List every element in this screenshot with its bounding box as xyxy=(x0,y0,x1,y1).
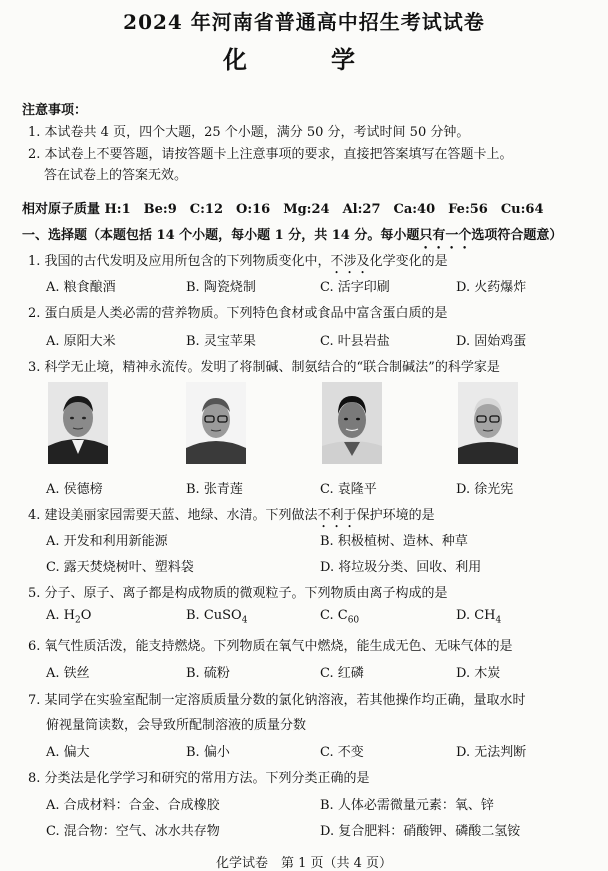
q4-option-d: D. 将垃圾分类、回收、利用 xyxy=(320,560,482,575)
q6-option-d: D. 木炭 xyxy=(456,666,501,681)
q4-option-b: B. 积极植树、造林、种草 xyxy=(320,534,468,549)
question-6: 6. 氧气性质活泼，能支持燃烧。下列物质在氧气中燃烧，能生成无色、无味气体的是 xyxy=(28,639,513,654)
q2-option-a: A. 原阳大米 xyxy=(46,334,116,349)
q8-option-c: C. 混合物：空气、冰水共存物 xyxy=(46,824,220,839)
question-1: 1. 我国的古代发明及应用所包含的下列物质变化中，不涉及化学变化的是 xyxy=(28,254,448,269)
q1-option-b: B. 陶瓷烧制 xyxy=(186,280,256,295)
q3-option-c: C. 袁隆平 xyxy=(320,482,377,497)
question-5: 5. 分子、原子、离子都是构成物质的微观粒子。下列物质由离子构成的是 xyxy=(28,586,448,601)
portrait-zhang-qinglian xyxy=(186,382,246,464)
notes-item-2-cont: 答在试卷上的答案无效。 xyxy=(44,168,188,183)
question-4: 4. 建设美丽家园需要天蓝、地绿、水清。下列做法不利于保护环境的是 xyxy=(28,508,435,523)
q6-option-b: B. 硫粉 xyxy=(186,666,230,681)
notes-item-1: 1. 本试卷共 4 页，四个大题，25 个小题，满分 50 分，考试时间 50 分钟。 xyxy=(28,125,470,140)
section-heading: 一、选择题（本题包括 14 个小题，每小题 1 分，共 14 分。每小题只有一个选项符合题意） xyxy=(22,228,563,243)
q2-option-b: B. 灵宝苹果 xyxy=(186,334,256,349)
notes-item-2: 2. 本试卷上不要答题，请按答题卡上注意事项的要求，直接把答案填写在答题卡上。 xyxy=(28,147,513,162)
exam-title: 2024 年河南省普通高中招生考试试卷 xyxy=(123,10,485,34)
q1-option-d: D. 火药爆炸 xyxy=(456,280,527,295)
q1-option-c: C. 活字印刷 xyxy=(320,280,390,295)
q5-option-c: C. $C_{60}$ xyxy=(320,608,360,626)
portrait-xu-guangxian xyxy=(458,382,518,464)
q3-option-b: B. 张青莲 xyxy=(186,482,243,497)
q6-option-a: A. 铁丝 xyxy=(46,666,90,681)
q5-option-a: A. $H_2O$ xyxy=(46,608,92,626)
page-footer: 化学试卷 第 1 页（共 4 页） xyxy=(215,856,393,871)
question-7-cont: 俯视量筒读数，会导致所配制溶液的质量分数 xyxy=(46,718,307,733)
q8-option-b: B. 人体必需微量元素：氧、锌 xyxy=(320,798,494,813)
portrait-hou-debang xyxy=(48,382,108,464)
q6-option-c: C. 红磷 xyxy=(320,666,364,681)
question-2: 2. 蛋白质是人类必需的营养物质。下列特色食材或食品中富含蛋白质的是 xyxy=(28,306,448,321)
question-7: 7. 某同学在实验室配制一定溶质质量分数的氯化钠溶液，若其他操作均正确，量取水时 xyxy=(28,693,526,708)
q4-option-a: A. 开发和利用新能源 xyxy=(46,534,168,549)
q7-option-a: A. 偏大 xyxy=(46,745,90,760)
atomic-masses: 相对原子质量 H:1 Be:9 C:12 O:16 Mg:24 Al:27 Ca:40 Fe:56 Cu:64 xyxy=(22,202,544,217)
q2-option-d: D. 固始鸡蛋 xyxy=(456,334,527,349)
q3-option-a: A. 侯德榜 xyxy=(46,482,103,497)
question-8: 8. 分类法是化学学习和研究的常用方法。下列分类正确的是 xyxy=(28,771,370,786)
q7-option-c: C. 不变 xyxy=(320,745,364,760)
q5-option-d: D. $CH_4$ xyxy=(456,608,502,626)
q7-option-b: B. 偏小 xyxy=(186,745,230,760)
q7-option-d: D. 无法判断 xyxy=(456,745,527,760)
question-3: 3. 科学无止境，精神永流传。发明了将制碱、制氨结合的“联合制碱法”的科学家是 xyxy=(28,360,500,375)
q3-option-d: D. 徐光宪 xyxy=(456,482,514,497)
notes-heading: 注意事项： xyxy=(22,103,88,118)
q8-option-d: D. 复合肥料：硝酸钾、磷酸二氢铵 xyxy=(320,824,521,839)
q1-option-a: A. 粮食酿酒 xyxy=(46,280,116,295)
q2-option-c: C. 叶县岩盐 xyxy=(320,334,390,349)
subject-title: 化 学 xyxy=(223,45,385,74)
q4-option-c: C. 露天焚烧树叶、塑料袋 xyxy=(46,560,194,575)
q8-option-a: A. 合成材料：合金、合成橡胶 xyxy=(46,798,220,813)
portrait-yuan-longping xyxy=(322,382,382,464)
q5-option-b: B. CuSO$_4$ xyxy=(186,608,248,626)
